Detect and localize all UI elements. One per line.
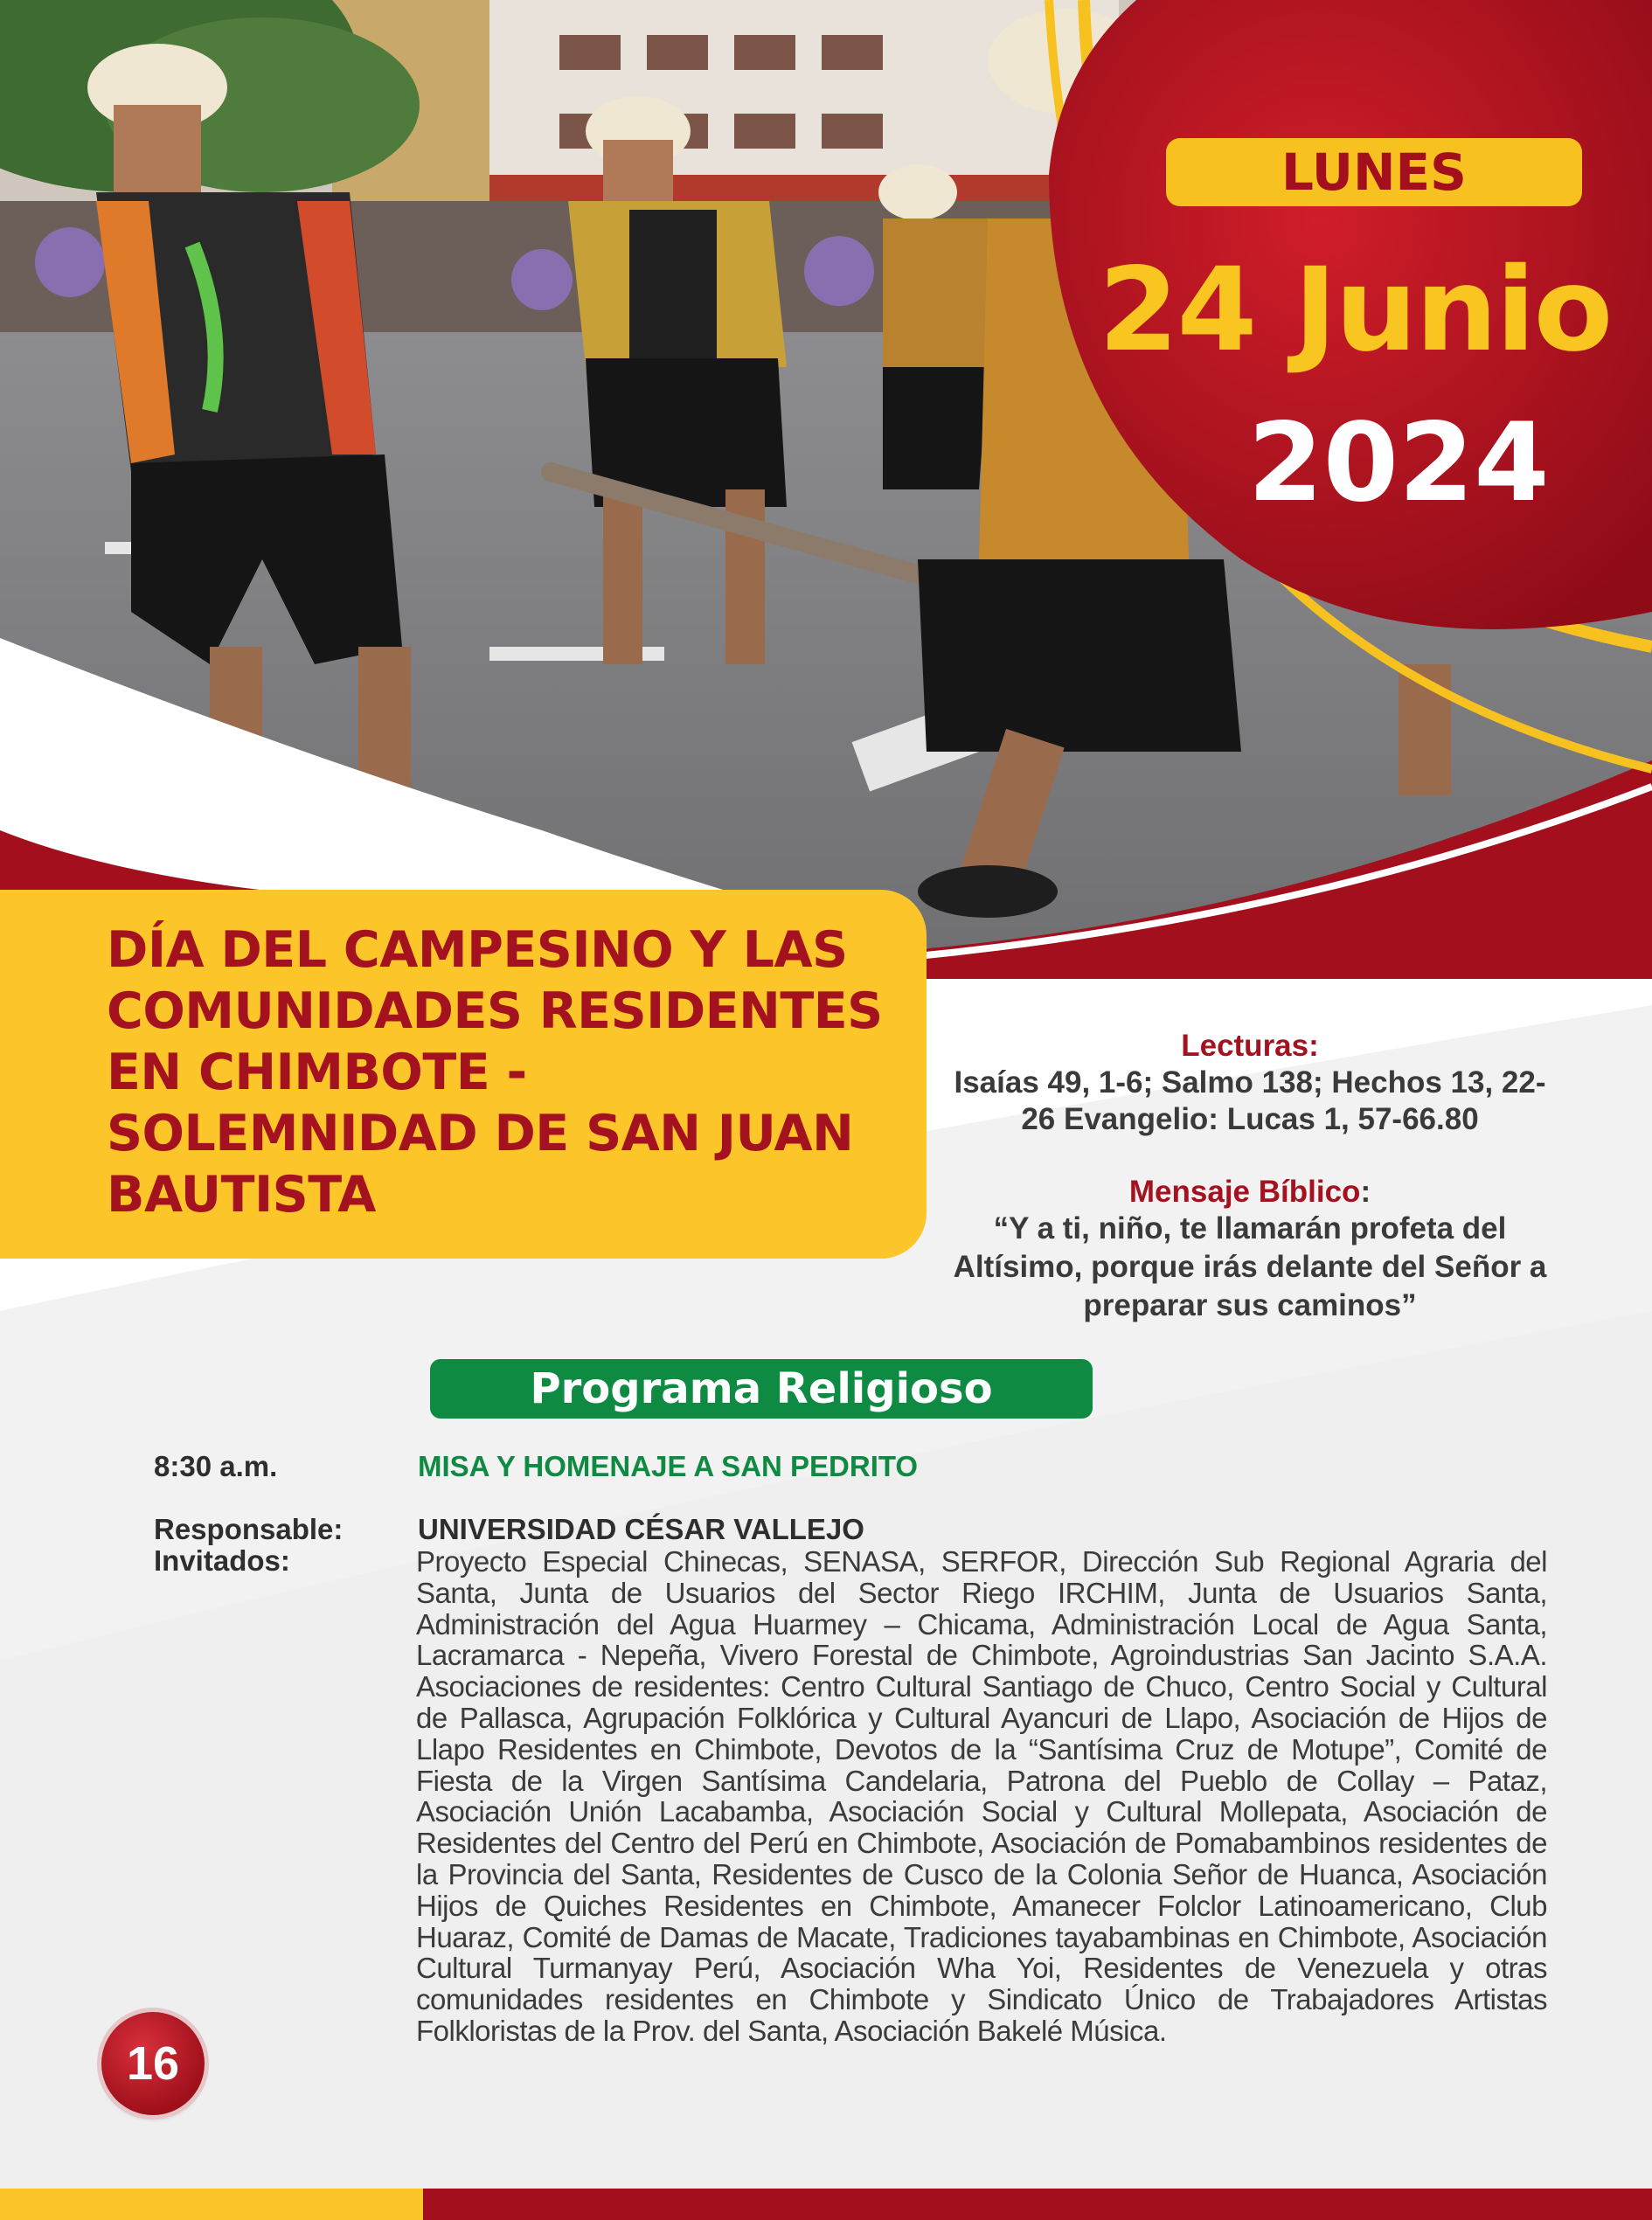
lecturas-text: Isaías 49, 1-6; Salmo 138; Hechos 13, 22-26 Evangelio: Lucas 1, 57-66.80 [954,1065,1546,1136]
footer-bar-yellow [0,2189,423,2220]
event-title: MISA Y HOMENAJE A SAN PEDRITO [418,1450,919,1482]
responsable-label: Responsable: [154,1513,344,1545]
page-title: DÍA DEL CAMPESINO Y LAS COMUNIDADES RESIDENTES EN CHIMBOTE - SOLEMNIDAD DE SAN JUAN BAUTISTA [107,921,883,1224]
responsable-value: UNIVERSIDAD CÉSAR VALLEJO [418,1513,864,1545]
mensaje-text: “Y a ti, niño, te llamarán profeta del Altísimo, porque irás delante del Señor a preparar sus caminos” [953,1211,1547,1322]
lecturas-label: Lecturas: [1181,1029,1319,1063]
programa-heading: Programa Religioso [430,1359,1093,1419]
mensaje-label-text: Mensaje Bíblico [1128,1175,1361,1209]
invitados-text: Proyecto Especial Chinecas, SENASA, SERFOR, Dirección Sub Regional Agraria del Santa, Junta de Usuarios del Sector Riego IRCHIM, Junta de Usuarios Santa, Administración del Agua Huarmey – Chicama, Administración Local de Agua Santa, Lacramarca - Nepeña, Vivero Forestal de Chimbote, Agroindustrias San Jacinto S.A.A. Asociaciones de residentes: Centro Cultural Santiago de Chuco, Centro Social y Cultural de Pallasca, Agrupación Folklórica y Cultural Ayancuri de Llapo, Asociación de Hijos de Llapo Residentes en Chimbote, Devotos de la “Santísima Cruz de Motupe”, Comité de Fiesta de la Virgen Santísima Candelaria, Patrona del Pueblo de Collay – Pataz, Asociación Unión Lacabamba, Asociación Social y Cultural Mollepata, Asociación de Residentes del Centro del Perú en Chimbote, Asociación de Pomabambinos residentes de la Provincia del Santa, Residentes de Cusco de la Colonia Señor de Huanca, Asociación Hijos de Quiches Residentes en Chimbote, Amanecer Folclor Latinoamericano, Club Huaraz, Comité de Damas de Macate, Tradiciones tayabambinas en Chimbote, Asociación Cultural Turmanyay Perú, Asociación Wha Yoi, Residentes de Venezuela y otras comunidades residentes en Chimbote y Sindicato Único de Trabajadores Artistas Folkloristas de la Prov. del Santa, Asociación Bakelé Música. [416,1545,1547,2047]
invitados-label: Invitados: [154,1544,290,1577]
weekday-badge: LUNES [1166,138,1582,206]
date-year: 2024 [1247,400,1550,526]
mensaje-label [944,1173,1556,1211]
page-number-badge: 16 [101,2012,205,2115]
footer-bar-red [423,2189,1652,2220]
mensaje-label-colon: : [1360,1175,1371,1209]
event-time: 8:30 a.m. [154,1450,278,1482]
date-day-month: 24 Junio [1098,243,1612,378]
